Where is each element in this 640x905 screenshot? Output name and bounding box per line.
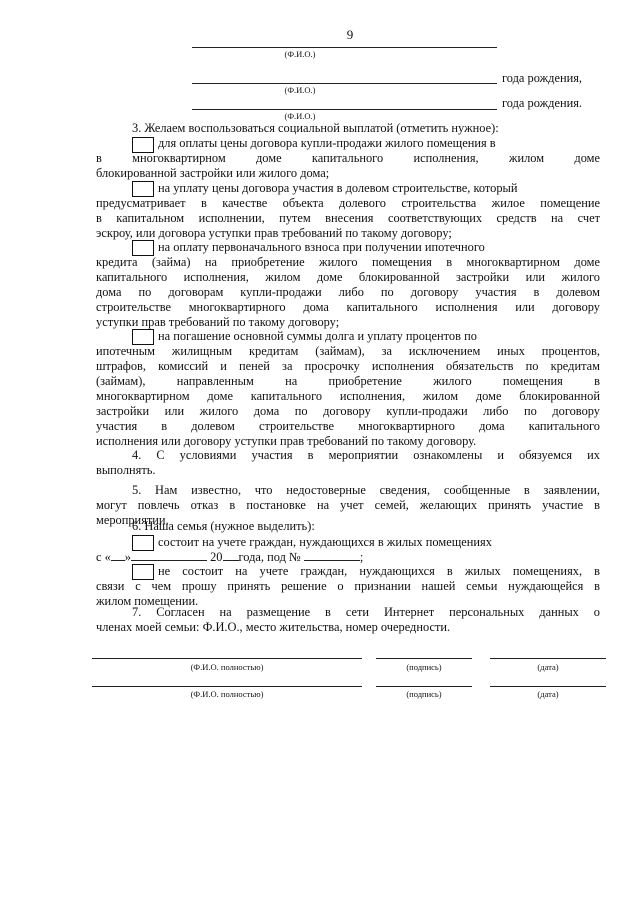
item3-opt1-line2: в многоквартирном доме капитального исполнения, жилом доме — [96, 151, 600, 165]
item6-opt1: состоит на учете граждан, нуждающихся в жилых помещениях — [158, 535, 492, 549]
item3-opt3-line6: уступки прав требований по такому договору; — [96, 315, 340, 329]
item5-line3: мероприятии. — [96, 513, 169, 527]
fio-line-3[interactable] — [192, 109, 497, 110]
checkbox-down-payment[interactable] — [132, 240, 154, 256]
day-field[interactable] — [111, 550, 125, 561]
fio-full-line-1[interactable] — [92, 658, 362, 659]
item3-opt1-line3: блокированной застройки или жилого дома; — [96, 166, 330, 180]
item3-opt4-line8: исполнения или договору уступки прав требований по такому договору. — [96, 434, 477, 448]
fio-caption-3: (Ф.И.О.) — [284, 111, 316, 121]
item3-opt2-line1: на уплату цены договора участия в долевом строительстве, который — [158, 181, 518, 195]
item3-opt2-line2: предусматривает в качестве объекта долевого строительства жилое помещение — [96, 196, 600, 210]
fio-full-caption-2: (Ф.И.О. полностью) — [190, 689, 264, 699]
checkbox-registered[interactable] — [132, 535, 154, 551]
item3-opt3-line1: на оплату первоначального взноса при получении ипотечного — [158, 240, 485, 254]
fio-full-caption-1: (Ф.И.О. полностью) — [190, 662, 264, 672]
month-field[interactable] — [131, 550, 207, 561]
date-prefix: с « — [96, 550, 111, 564]
item3-opt2-line3: в капитальном исполнении, путем внесения соответствующих средств на счет — [96, 211, 600, 225]
page-number: 9 — [346, 27, 354, 42]
checkbox-shared-construction[interactable] — [132, 181, 154, 197]
signature-caption-2: (подпись) — [406, 689, 442, 699]
item5-line2: могут повлечь отказ в постановке на учет семей, желающих принять участие в — [96, 498, 600, 512]
signature-caption-1: (подпись) — [406, 662, 442, 672]
item3-opt3-line5: строительстве многоквартирного дома капитального исполнения или договору — [96, 300, 600, 314]
item6-opt2-line1: не состоит на учете граждан, нуждающихся в жилых помещениях, в — [158, 564, 600, 578]
item6-opt2-line3: жилом помещении. — [96, 594, 199, 608]
item3-opt1-line1: для оплаты цены договора купли-продажи жилого помещения в — [158, 136, 496, 150]
signature-line-2[interactable] — [376, 686, 472, 687]
item3-opt3-line2: кредита (займа) на приобретение жилого помещения в многоквартирном доме — [96, 255, 600, 269]
birth-year-label-2: года рождения. — [502, 96, 583, 110]
year-prefix: 20 — [210, 550, 223, 564]
date-end: ; — [359, 550, 364, 564]
item3-opt3-line4: дома по договорам купли-продажи либо по договору участия в долевом — [96, 285, 600, 299]
fio-caption-1: (Ф.И.О.) — [284, 49, 316, 59]
item5-line1: 5. Нам известно, что недостоверные сведения, сообщенные в заявлении, — [132, 483, 600, 497]
item6-opt2-line2: связи с чем прошу принять решение о признании нашей семьи нуждающейся в — [96, 579, 600, 593]
date-line-2[interactable] — [490, 686, 606, 687]
fio-caption-2: (Ф.И.О.) — [284, 85, 316, 95]
checkbox-mortgage-repayment[interactable] — [132, 329, 154, 345]
item7-line2: членах моей семьи: Ф.И.О., место жительства, номер очередности. — [96, 620, 451, 634]
fio-full-line-2[interactable] — [92, 686, 362, 687]
item3-opt4-line6: застройки или жилого дома по договору купли-продажи либо по договору — [96, 404, 600, 418]
date-line-1[interactable] — [490, 658, 606, 659]
registration-number-field[interactable] — [304, 550, 360, 561]
date-caption-1: (дата) — [537, 662, 559, 672]
item3-opt3-line3: капитального исполнения, жилом доме блокированной застройки или жилого — [96, 270, 600, 284]
signature-line-1[interactable] — [376, 658, 472, 659]
item6-heading: 6. Наша семья (нужное выделить): — [132, 519, 315, 533]
item3-opt4-line4: (займам), направленным на приобретение жилого помещения в — [96, 374, 600, 388]
checkbox-not-registered[interactable] — [132, 564, 154, 580]
item3-opt4-line1: на погашение основной суммы долга и уплату процентов по — [158, 329, 477, 343]
birth-year-label-1: года рождения, — [502, 71, 583, 85]
item7-line1: 7. Согласен на размещение в сети Интернет персональных данных о — [132, 605, 600, 619]
item3-opt4-line5: многоквартирном доме капитального исполнения, жилом доме блокированной — [96, 389, 600, 403]
item3-opt2-line4: эскроу, или договора уступки прав требований по такому договору; — [96, 226, 452, 240]
item4-line2: выполнять. — [96, 463, 156, 477]
year-suffix: года, под № — [238, 550, 301, 564]
item3-opt4-line3: штрафов, комиссий и пеней за просрочку исполнения обязательств по кредитам — [96, 359, 600, 373]
date-caption-2: (дата) — [537, 689, 559, 699]
item4-line1: 4. С условиями участия в мероприятии ознакомлены и обязуемся их — [132, 448, 600, 462]
fio-line-2[interactable] — [192, 83, 497, 84]
year-field[interactable] — [223, 550, 239, 561]
fio-line-1[interactable] — [192, 47, 497, 48]
date-mid: » — [124, 550, 131, 564]
item3-opt4-line2: ипотечным жилищным кредитам (займам), за исключением иных процентов, — [96, 344, 600, 358]
item3-opt4-line7: участия в долевом строительстве многоквартирного дома капитального — [96, 419, 600, 433]
item3-heading: 3. Желаем воспользоваться социальной выплатой (отметить нужное): — [132, 121, 499, 135]
